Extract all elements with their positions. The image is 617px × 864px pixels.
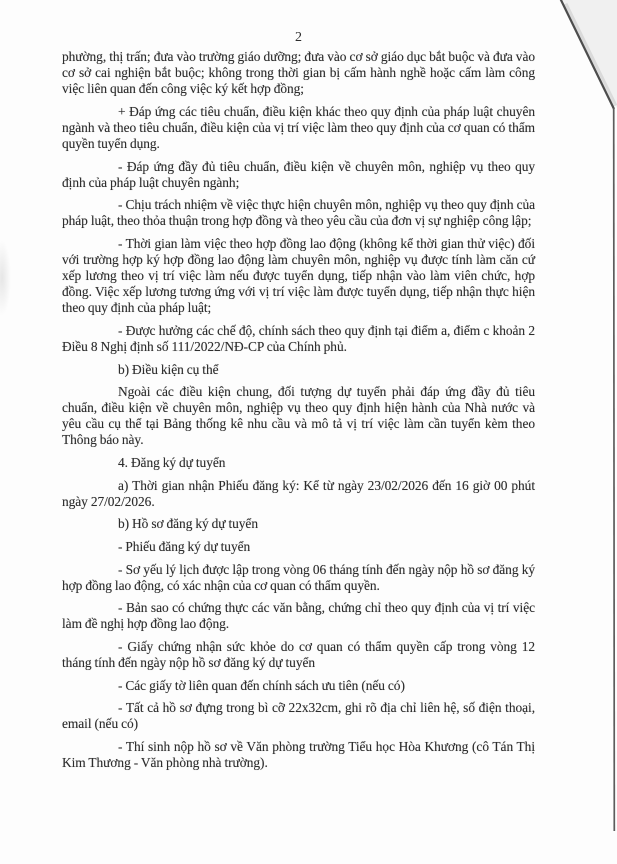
paragraph-5: - Thời gian làm việc theo hợp đồng lao động (không kể thời gian thử việc) đối với trường hợp ký hợp đồng lao động làm chuyên môn, nghiệp vụ được tính làm căn cứ xếp lương theo vị trí việc làm nếu được tuyển dụng, tiếp nhận vào làm viên chức, hợp đồng. Việc xếp lương tương ứng với vị trí việc làm được tuyển dụng, tiếp nhận thực hiện theo quy định của pháp luật;: [62, 235, 535, 316]
paragraph-8: Ngoài các điều kiện chung, đối tượng dự tuyển phải đáp ứng đầy đủ tiêu chuẩn, điều kiện về chuyên môn, nghiệp vụ theo quy định hiện hành của Nhà nước và yêu cầu cụ thể tại Bảng thống kê nhu cầu và mô tả vị trí việc làm cần tuyển kèm theo Thông báo này.: [62, 384, 535, 448]
paragraph-1: phường, thị trấn; đưa vào trường giáo dưỡng; đưa vào cơ sở giáo dục bắt buộc và đưa vào cơ sở cai nghiện bắt buộc; không trong thời gian bị cấm hành nghề hoặc cấm làm công việc liên quan đến công việc ký kết hợp đồng;: [62, 49, 535, 97]
page-fold-corner: [559, 0, 617, 114]
paragraph-9: 4. Đăng ký dự tuyển: [118, 455, 226, 471]
paragraph-15: - Giấy chứng nhận sức khỏe do cơ quan có thẩm quyền cấp trong vòng 12 tháng tính đến ngày nộp hồ sơ đăng ký dự tuyển: [62, 638, 535, 670]
document-body: [62, 49, 535, 778]
scan-smudge: [0, 240, 11, 316]
paragraph-10: a) Thời gian nhận Phiếu đăng ký: Kể từ ngày 23/02/2026 đến 16 giờ 00 phút ngày 27/02/2026.: [62, 477, 535, 509]
paragraph-6: - Được hưởng các chế độ, chính sách theo quy định tại điểm a, điểm c khoản 2 Điều 8 Nghị định số 111/2022/NĐ-CP của Chính phủ.: [62, 322, 535, 354]
paragraph-16: - Các giấy tờ liên quan đến chính sách ưu tiên (nếu có): [118, 677, 405, 693]
page-number: 2: [295, 30, 302, 45]
paragraph-12: - Phiếu đăng ký dự tuyển: [118, 538, 251, 554]
paragraph-17: - Tất cả hồ sơ đựng trong bì cỡ 22x32cm, ghi rõ địa chỉ liên hệ, số điện thoại, email (nếu có): [62, 700, 535, 732]
page-fold-crease-line: [560, 0, 614, 109]
paragraph-3: - Đáp ứng đầy đủ tiêu chuẩn, điều kiện về chuyên môn, nghiệp vụ theo quy định của pháp luật chuyên ngành;: [62, 158, 535, 190]
paragraph-4: - Chịu trách nhiệm về việc thực hiện chuyên môn, nghiệp vụ theo quy định của pháp luật, theo thỏa thuận trong hợp đồng và theo yêu cầu của đơn vị sự nghiệp công lập;: [62, 197, 535, 229]
page-fold-inner-shade: [565, 4, 615, 106]
paragraph-2: + Đáp ứng các tiêu chuẩn, điều kiện khác theo quy định của pháp luật chuyên ngành và theo tiêu chuẩn, điều kiện của vị trí việc làm theo quy định của cơ quan có thẩm quyền tuyển dụng.: [62, 103, 535, 151]
paragraph-7: b) Điều kiện cụ thể: [118, 361, 219, 377]
paragraph-11: b) Hồ sơ đăng ký dự tuyển: [118, 516, 258, 532]
paragraph-18: - Thí sinh nộp hồ sơ về Văn phòng trường Tiểu học Hòa Khương (cô Tán Thị Kim Thương - Văn phòng nhà trường).: [62, 738, 535, 770]
paragraph-13: - Sơ yếu lý lịch được lập trong vòng 06 tháng tính đến ngày nộp hồ sơ đăng ký hợp đồng lao động, có xác nhận của cơ quan có thẩm quyền.: [62, 561, 535, 593]
paragraph-14: - Bản sao có chứng thực các văn bằng, chứng chỉ theo quy định của vị trí việc làm đề nghị hợp đồng lao động.: [62, 600, 535, 632]
scan-edge-line: [614, 108, 615, 831]
